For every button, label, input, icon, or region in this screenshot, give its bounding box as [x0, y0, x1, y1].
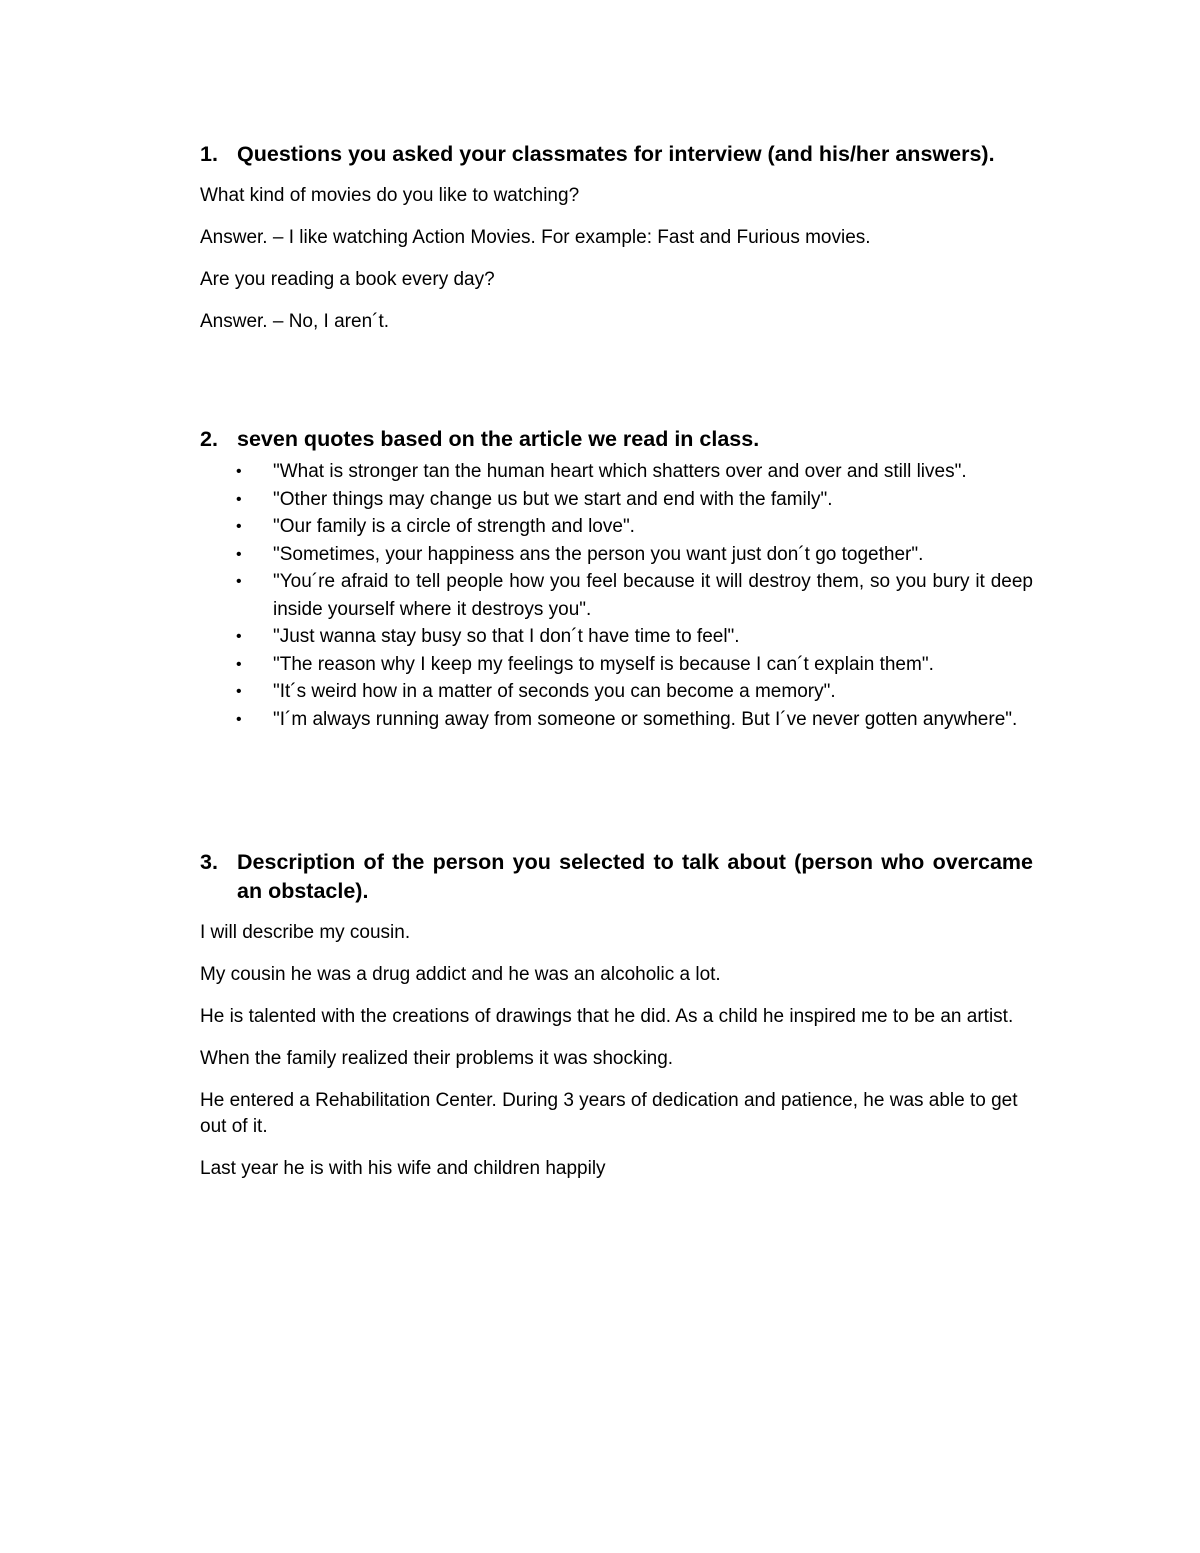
quote-text: "I´m always running away from someone or something. But I´ve never gotten anywhere". — [273, 708, 1018, 730]
bullet-icon: • — [236, 490, 242, 508]
bullet-icon: • — [236, 628, 242, 645]
description-line-1: I will describe my cousin. — [200, 922, 411, 943]
section-heading-quotes — [200, 425, 1033, 454]
section-heading-interview — [200, 140, 1033, 169]
section-number: 2. — [200, 427, 218, 451]
section-heading-text: Description of the person you selected to talk about (person who overcame an obstacle). — [237, 850, 1033, 903]
description-line-5: He entered a Rehabilitation Center. During 3 years of dedication and patience, he was able to get out of it. — [200, 1090, 1018, 1137]
section-interview — [200, 140, 1033, 351]
section-heading-text: Questions you asked your classmates for interview (and his/her answers). — [237, 142, 995, 166]
list-item — [200, 706, 1033, 734]
quote-text: "What is stronger tan the human heart which shatters over and over and still lives". — [273, 461, 967, 482]
bullet-icon: • — [236, 573, 242, 590]
section-number: 3. — [200, 850, 218, 874]
quote-text: "Our family is a circle of strength and love". — [273, 516, 635, 537]
list-item — [200, 513, 1033, 541]
description-line-6: Last year he is with his wife and children happily — [200, 1158, 606, 1179]
description-line-2: My cousin he was a drug addict and he was an alcoholic a lot. — [200, 964, 721, 985]
bullet-icon: • — [236, 463, 242, 480]
bullet-icon: • — [236, 545, 242, 563]
list-item — [200, 651, 1033, 679]
bullet-icon: • — [236, 710, 242, 728]
quote-text: "It´s weird how in a matter of seconds you can become a memory". — [273, 681, 836, 702]
section-number: 1. — [200, 142, 218, 166]
section-heading-description — [200, 848, 1033, 906]
quote-text: "Just wanna stay busy so that I don´t have time to feel". — [273, 626, 740, 647]
list-item — [200, 568, 1033, 623]
quotes-list — [200, 458, 1033, 733]
list-item — [200, 678, 1033, 706]
quote-text: "Sometimes, your happiness ans the person you want just don´t go together". — [273, 543, 924, 565]
quote-text: "The reason why I keep my feelings to myself is because I can´t explain them". — [273, 653, 934, 675]
section-heading-text: seven quotes based on the article we read in class. — [237, 427, 760, 451]
quote-text: "Other things may change us but we start and end with the family". — [273, 488, 833, 510]
interview-answer-1: Answer. – I like watching Action Movies. For example: Fast and Furious movies. — [200, 227, 871, 248]
bullet-icon: • — [236, 683, 242, 700]
bullet-icon: • — [236, 655, 242, 673]
interview-question-2: Are you reading a book every day? — [200, 269, 495, 290]
interview-answer-2: Answer. – No, I aren´t. — [200, 311, 390, 332]
bullet-icon: • — [236, 518, 242, 535]
description-line-4: When the family realized their problems it was shocking. — [200, 1048, 674, 1069]
description-line-3: He is talented with the creations of drawings that he did. As a child he inspired me to be an artist. — [200, 1006, 1014, 1027]
section-description — [200, 848, 1033, 1198]
quote-text: "You´re afraid to tell people how you feel because it will destroy them, so you bury it deep inside yourself where it destroys you". — [273, 571, 1033, 620]
section-quotes — [200, 425, 1033, 733]
list-item — [200, 541, 1033, 569]
interview-question-1: What kind of movies do you like to watching? — [200, 185, 580, 206]
list-item — [200, 623, 1033, 651]
list-item — [200, 486, 1033, 514]
list-item — [200, 458, 1033, 486]
